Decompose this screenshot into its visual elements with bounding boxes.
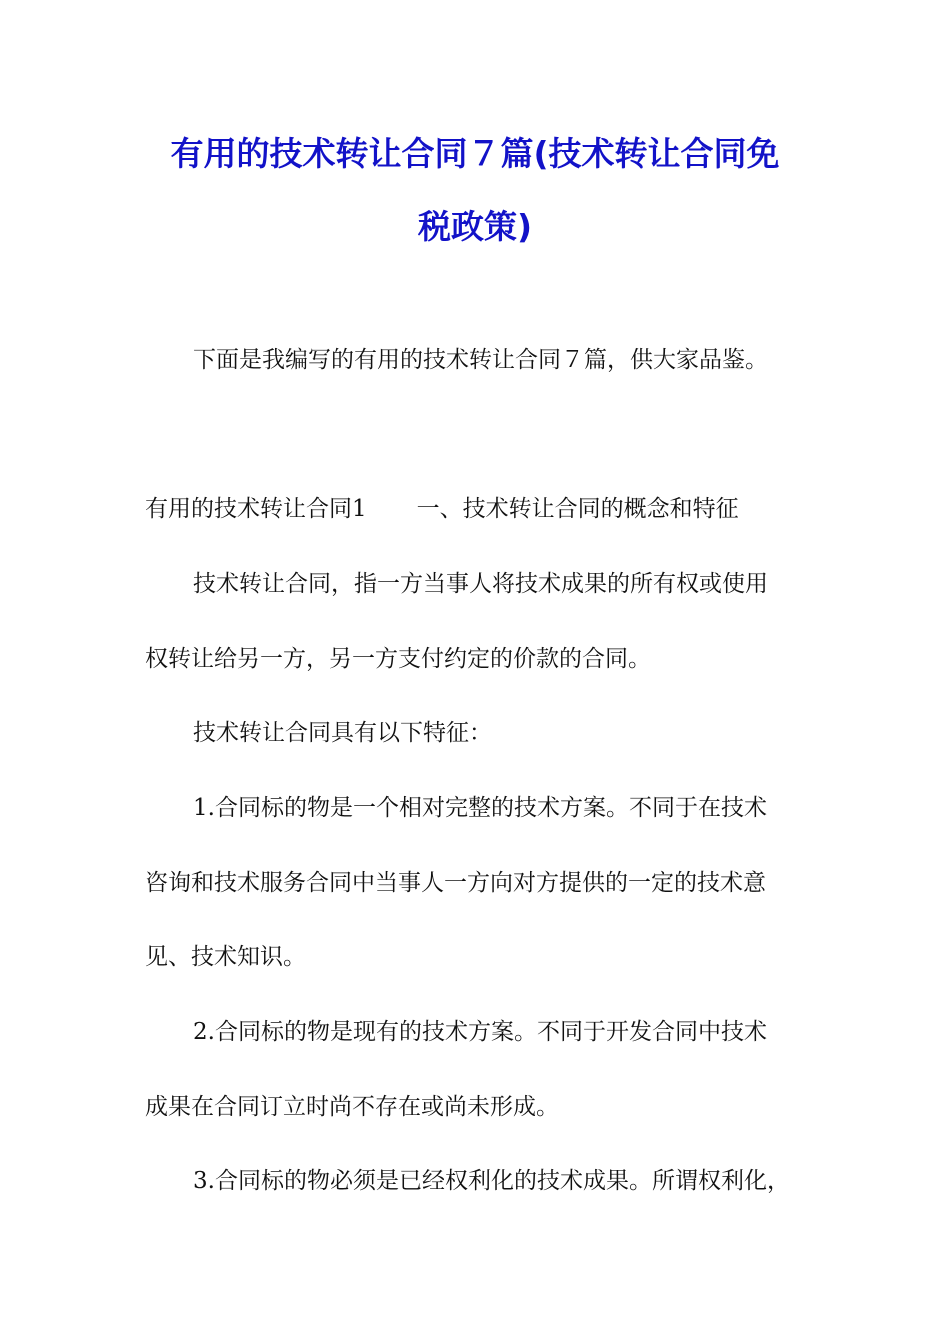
body-line-7: 2.合同标的物是现有的技术方案。不同于开发合同中技术 xyxy=(193,1019,767,1045)
body-line-3: 技术转让合同具有以下特征： xyxy=(193,720,492,746)
section-subtitle: 一、技术转让合同的概念和特征 xyxy=(416,496,739,522)
body-line-2: 权转让给另一方，另一方支付约定的价款的合同。 xyxy=(145,646,651,672)
section-title: 有用的技术转让合同1 xyxy=(145,496,367,522)
body-line-9: 3.合同标的物必须是已经权利化的技术成果。所谓权利化， xyxy=(193,1168,790,1194)
intro-paragraph: 下面是我编写的有用的技术转让合同７篇，供大家品鉴。 xyxy=(193,347,768,373)
body-line-6: 见、技术知识。 xyxy=(145,944,306,970)
body-line-1: 技术转让合同，指一方当事人将技术成果的所有权或使用 xyxy=(193,571,768,597)
section-heading-row xyxy=(145,494,739,524)
document-title-line-2: 税政策) xyxy=(417,207,533,246)
body-line-8: 成果在合同订立时尚不存在或尚未形成。 xyxy=(145,1094,559,1120)
document-title-line-1: 有用的技术转让合同７篇(技术转让合同免 xyxy=(170,134,780,173)
body-line-4: 1.合同标的物是一个相对完整的技术方案。不同于在技术 xyxy=(193,795,767,821)
body-line-5: 咨询和技术服务合同中当事人一方向对方提供的一定的技术意 xyxy=(145,870,766,896)
